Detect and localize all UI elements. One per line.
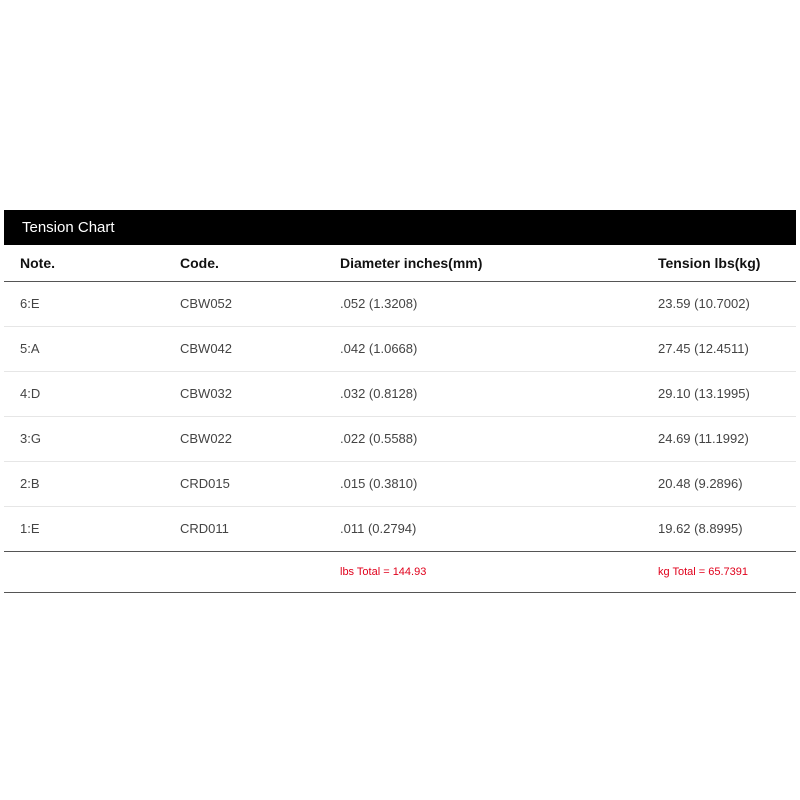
- table-row: [4, 371, 796, 416]
- kg-total: kg Total = 65.7391: [642, 551, 796, 592]
- tension-chart: [4, 210, 796, 593]
- cell-tension: 27.45 (12.4511): [642, 326, 796, 371]
- cell-code: CBW022: [164, 416, 324, 461]
- cell-diameter: .022 (0.5588): [324, 416, 642, 461]
- cell-diameter: .042 (1.0668): [324, 326, 642, 371]
- column-header-tension: Tension lbs(kg): [642, 245, 796, 281]
- lbs-total: lbs Total = 144.93: [324, 551, 642, 592]
- cell-tension: 20.48 (9.2896): [642, 461, 796, 506]
- cell-code: CBW042: [164, 326, 324, 371]
- totals-empty-cell: [164, 551, 324, 592]
- cell-code: CRD011: [164, 506, 324, 551]
- totals-empty-cell: [4, 551, 164, 592]
- cell-diameter: .052 (1.3208): [324, 281, 642, 326]
- cell-diameter: .032 (0.8128): [324, 371, 642, 416]
- table-row: [4, 281, 796, 326]
- header-row: [4, 245, 796, 281]
- tension-table: [4, 245, 796, 593]
- column-header-code: Code.: [164, 245, 324, 281]
- column-header-note: Note.: [4, 245, 164, 281]
- cell-code: CRD015: [164, 461, 324, 506]
- cell-note: 4:D: [4, 371, 164, 416]
- cell-tension: 24.69 (11.1992): [642, 416, 796, 461]
- cell-diameter: .011 (0.2794): [324, 506, 642, 551]
- column-header-diameter: Diameter inches(mm): [324, 245, 642, 281]
- table-row: [4, 416, 796, 461]
- chart-title: Tension Chart: [4, 210, 796, 245]
- cell-note: 3:G: [4, 416, 164, 461]
- table-row: [4, 506, 796, 551]
- cell-note: 5:A: [4, 326, 164, 371]
- cell-note: 2:B: [4, 461, 164, 506]
- totals-row: [4, 551, 796, 592]
- table-row: [4, 326, 796, 371]
- cell-tension: 29.10 (13.1995): [642, 371, 796, 416]
- cell-note: 1:E: [4, 506, 164, 551]
- table-row: [4, 461, 796, 506]
- cell-tension: 19.62 (8.8995): [642, 506, 796, 551]
- cell-code: CBW052: [164, 281, 324, 326]
- cell-diameter: .015 (0.3810): [324, 461, 642, 506]
- cell-note: 6:E: [4, 281, 164, 326]
- cell-tension: 23.59 (10.7002): [642, 281, 796, 326]
- cell-code: CBW032: [164, 371, 324, 416]
